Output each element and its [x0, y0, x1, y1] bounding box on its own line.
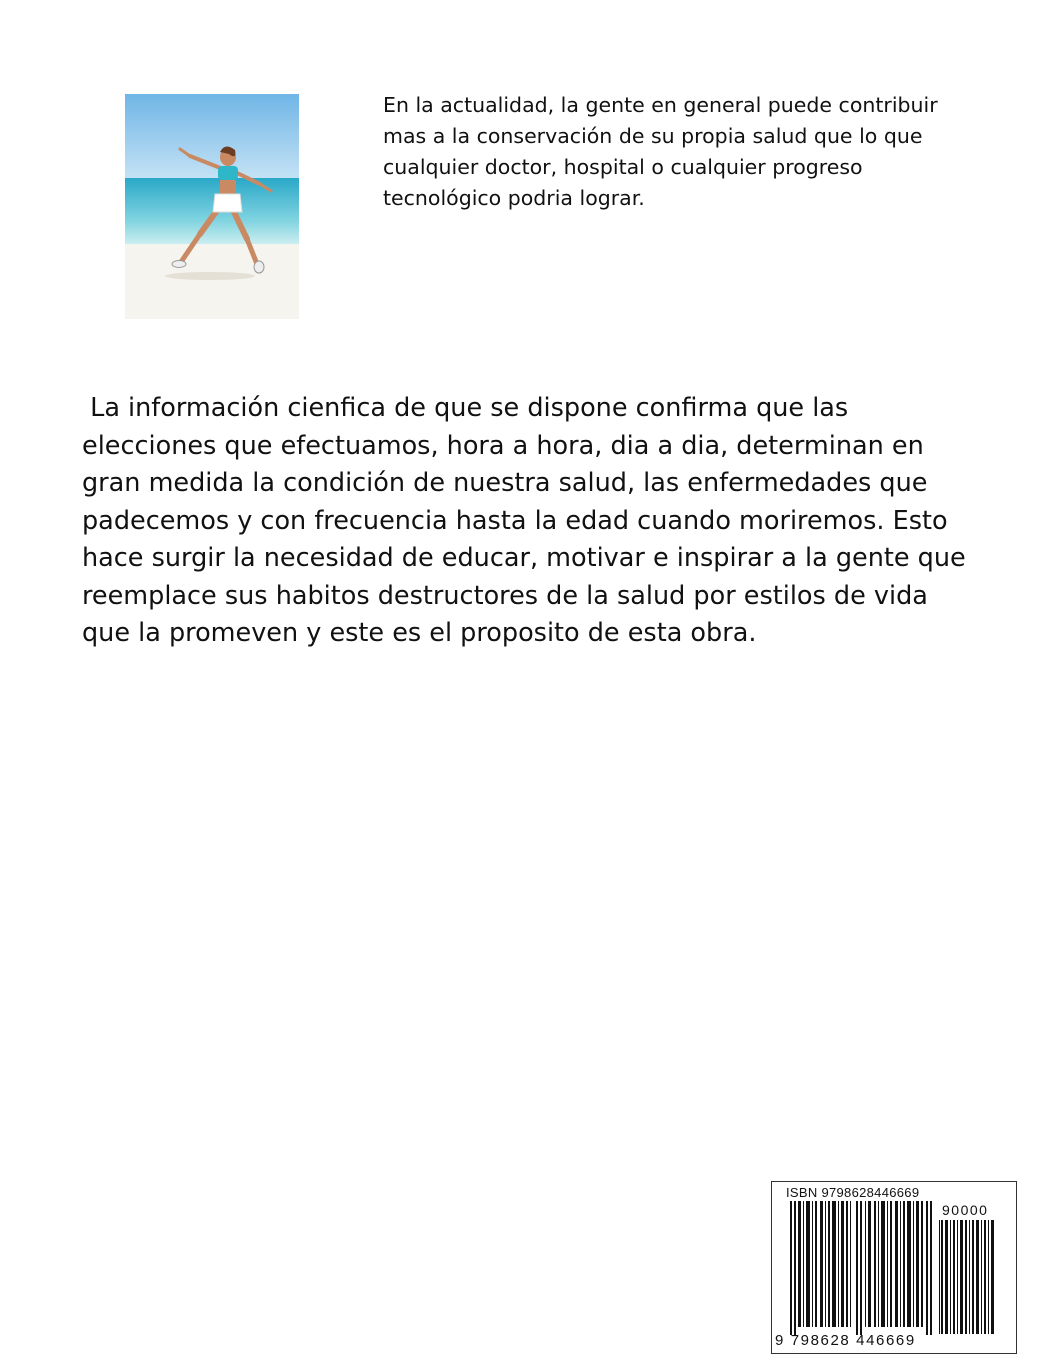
barcode-addon-code: 90000: [942, 1202, 989, 1218]
barcode-addon-bars-icon: [939, 1220, 995, 1334]
cover-photo: [125, 94, 299, 319]
woman-running-on-beach-photo: [125, 94, 299, 319]
body-paragraph: La información cienfica de que se dispone confirma que las elecciones que efectuamos, hora a hora, dia a dia, determinan en gran medida la condición de nuestra salud, las enfermedades que padecemos y con frecuencia hasta la edad cuando moriremos. Esto hace surgir la necesidad de educar, motivar e inspirar a la gente que reemplace sus habitos destructores de la salud por estilos de vida que la promeven y este es el proposito de esta obra.: [82, 393, 974, 648]
intro-paragraph: En la actualidad, la gente en general puede contribuir mas a la conservación de su propia salud que lo que cualquier doctor, hospital o cualquier progreso tecnológico podria lograr.: [383, 93, 938, 210]
isbn-barcode: [771, 1181, 1017, 1354]
barcode-bars-icon: [790, 1201, 932, 1335]
isbn-label: ISBN 9798628446669: [786, 1185, 920, 1200]
barcode-digits: 9 798628 446669: [775, 1332, 916, 1349]
